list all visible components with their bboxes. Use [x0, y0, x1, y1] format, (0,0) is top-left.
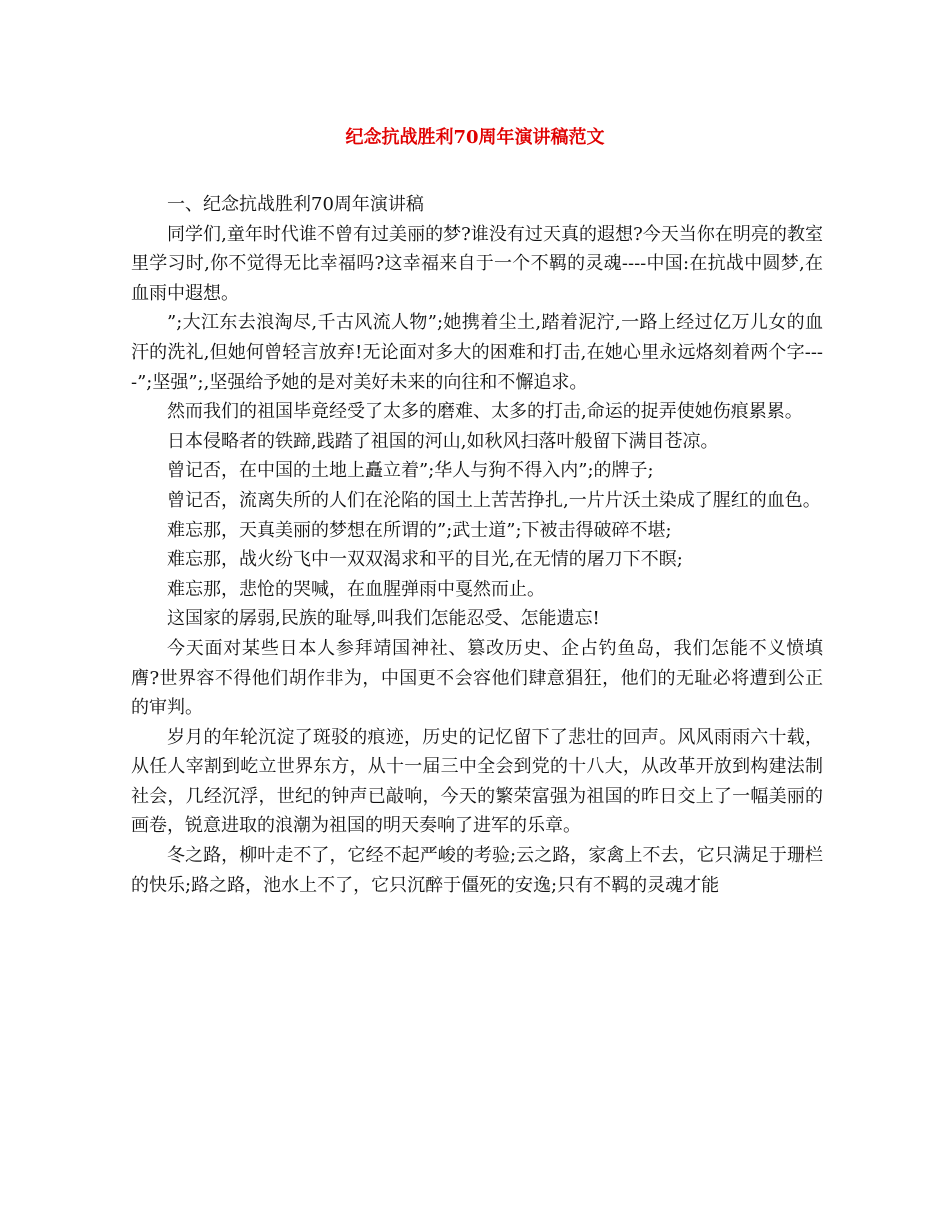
paragraph-1: 一、纪念抗战胜利70周年演讲稿: [167, 194, 424, 215]
paragraph-8: 难忘那，天真美丽的梦想在所谓的”;武士道”;下被击得破碎不堪;: [167, 519, 672, 541]
paragraph-4: 然而我们的祖国毕竟经受了太多的磨难、太多的打击,命运的捉弄使她伤痕累累。: [167, 401, 803, 423]
paragraph-9: 难忘那，战火纷飞中一双双渴求和平的目光,在无情的屠刀下不瞑;: [167, 549, 683, 571]
document-title: 纪念抗战胜利70周年演讲稿范文: [345, 127, 605, 148]
paragraph-11: 这国家的孱弱,民族的耻辱,叫我们怎能忍受、怎能遗忘!: [167, 608, 600, 630]
paragraph-13: 岁月的年轮沉淀了斑驳的痕迹，历史的记忆留下了悲壮的回声。风风雨雨六十载，从任人宰割到屹立世界东方，从十一届三中全会到党的十八大，从改革开放到构建法制社会，几经沉浮，世纪的钟声已敲响，今天的繁荣富强为祖国的昨日交上了一幅美丽的画卷，锐意进取的浪潮为祖国的明天奏响了进军的乐章。: [131, 726, 823, 837]
paragraph-5: 日本侵略者的铁蹄,践踏了祖国的河山,如秋风扫落叶般留下满目苍凉。: [167, 430, 719, 452]
paragraph-6: 曾记否，在中国的土地上矗立着”;华人与狗不得入内”;的牌子;: [167, 460, 654, 482]
paragraph-2: 同学们,童年时代谁不曾有过美丽的梦?谁没有过天真的遐想?今天当你在明亮的教室里学习时,你不觉得无比幸福吗?这幸福来自于一个不羁的灵魂----中国:在抗战中圆梦,在血雨中遐想。: [131, 223, 823, 304]
paragraph-10: 难忘那，悲怆的哭喊，在血腥弹雨中戛然而止。: [167, 578, 545, 600]
document-body: [131, 190, 823, 900]
paragraph-12: 今天面对某些日本人参拜靖国神社、篡改历史、企占钓鱼岛，我们怎能不义愤填膺?世界容不得他们胡作非为，中国更不会容他们肆意猖狂，他们的无耻必将遭到公正的审判。: [131, 637, 823, 719]
paragraph-3: ”;大江东去浪淘尽,千古风流人物”;她携着尘土,踏着泥泞,一路上经过亿万儿女的血汗的洗礼,但她何曾轻言放弃!无论面对多大的困难和打击,在她心里永远烙刻着两个字----”;坚强”;,坚强给予她的是对美好未来的向往和不懈追求。: [131, 312, 823, 393]
paragraph-7: 曾记否，流离失所的人们在沦陷的国土上苦苦挣扎,一片片沃土染成了腥红的血色。: [167, 489, 821, 511]
paragraph-14: 冬之路，柳叶走不了，它经不起严峻的考验;云之路，家禽上不去，它只满足于珊栏的快乐;路之路，池水上不了，它只沉醉于僵死的安逸;只有不羁的灵魂才能: [131, 845, 823, 896]
